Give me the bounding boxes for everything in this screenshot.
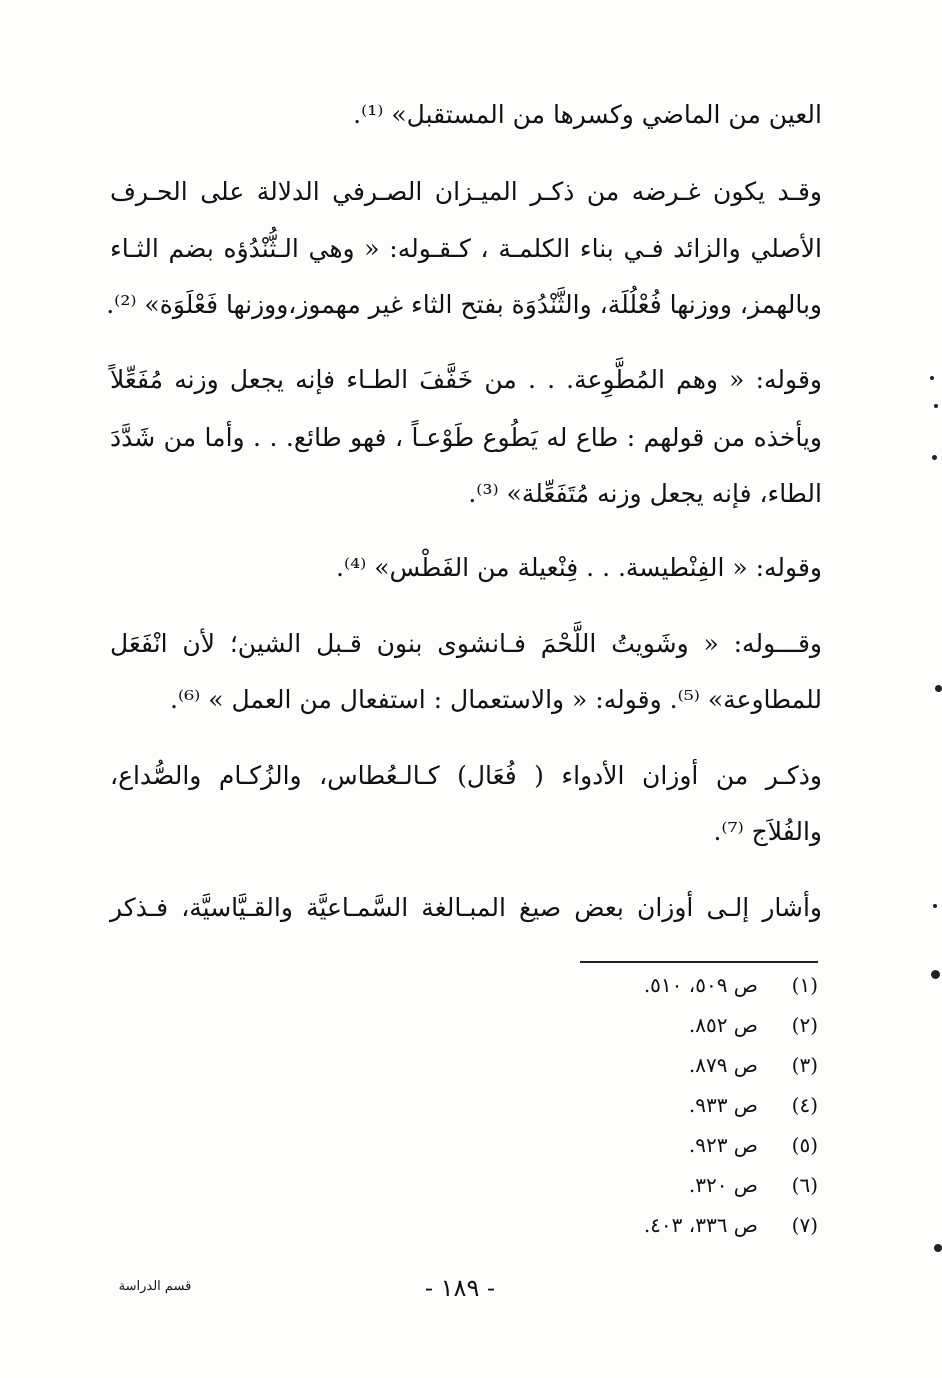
footnote-number: (٤)	[791, 1093, 818, 1117]
body-line-10: للمطاوعة» ⁽⁵⁾. وقوله: « والاستعمال : استفعال من العمل » ⁽⁶⁾.	[170, 685, 822, 714]
body-line-6: ويأخذه من قولهم : طاع له يَطُوع طَوْعـاً ، فهو طائع. . . وأما من شَدَّدَ	[110, 423, 822, 452]
body-line-5: وقوله: « وهم المُطَّوِعة. . . من خَفَّفَ الطـاء فإنه يجعل وزنه مُفَعِّلاً	[110, 365, 822, 394]
footnote-number: (٦)	[791, 1173, 818, 1197]
body-line-7: الطاء، فإنه يجعل وزنه مُتَفَعِّلة» ⁽³⁾.	[468, 479, 822, 508]
section-title: قسم الدراسة	[118, 1279, 192, 1294]
footnote-number: (٧)	[791, 1213, 818, 1237]
footnote-5	[0, 1128, 942, 1162]
scan-speck	[932, 455, 937, 460]
footnote-4	[0, 1088, 942, 1122]
scan-speck	[933, 904, 937, 908]
scan-speck	[934, 404, 938, 408]
footnote-text: ص ٩٢٣.	[688, 1133, 758, 1157]
footnote-2	[0, 1008, 942, 1042]
body-line-3: الأصلي والزائد فـي بناء الكلمـة ، كـقـوله: « وهي الـثُّنْدُؤه بضم الثـاء	[110, 234, 822, 263]
footnote-text: ص ٣٣٦، ٤٠٣.	[643, 1213, 758, 1237]
body-line-8: وقوله: « الفِنْطيسة. . . فِنْعيلة من الفَطْس» ⁽⁴⁾.	[336, 553, 822, 582]
footnote-number: (٢)	[791, 1013, 818, 1037]
body-line-11: وذكـر من أوزان الأدواء ( فُعَال) كـالـعُطاس، والزُكـام والصُّداع،	[110, 761, 822, 790]
footnote-number: (٥)	[791, 1133, 818, 1157]
body-line-1: العين من الماضي وكسرها من المستقبل» ⁽¹⁾.	[353, 100, 822, 129]
body-line-9: وقـــوله: « وشَويتُ اللَّحْمَ فـانشوى بنون قـبل الشين؛ لأن انْفَعَل	[110, 629, 822, 658]
scan-speck	[934, 1244, 942, 1252]
footnote-divider	[580, 961, 818, 963]
page-number: - ١٨٩ -	[424, 1274, 496, 1302]
footnote-text: ص ٨٥٢.	[688, 1013, 758, 1037]
body-line-4: وبالهمز، ووزنها فُعْلُلَة، والثَّنْدُوَة بفتح الثاء غير مهموز،ووزنها فَعْلَوَة» ⁽²⁾.	[106, 290, 822, 319]
footnote-text: ص ٨٧٩.	[688, 1053, 758, 1077]
scan-speck	[935, 685, 942, 692]
scan-speck	[930, 376, 934, 380]
footnote-text: ص ٩٣٣.	[688, 1093, 758, 1117]
footnote-text: ص ٥٠٩، ٥١٠.	[643, 973, 758, 997]
footnote-3	[0, 1048, 942, 1082]
scan-speck	[931, 970, 940, 979]
body-line-12: والفُلاَج ⁽⁷⁾.	[713, 817, 822, 846]
body-line-13: وأشار إلـى أوزان بعض صيغ المبـالغة السَّمـاعيَّة والقـيَّاسيَّة، فـذكر	[110, 893, 822, 922]
footnote-number: (١)	[791, 973, 818, 997]
footnote-7	[0, 1208, 942, 1242]
footnote-1	[0, 968, 942, 1002]
footnote-number: (٣)	[791, 1053, 818, 1077]
footnote-6	[0, 1168, 942, 1202]
body-line-2: وقـد يكون غـرضه من ذكـر الميـزان الصـرفي الدلالة على الحـرف	[110, 177, 822, 206]
footnote-text: ص ٣٢٠.	[688, 1173, 758, 1197]
